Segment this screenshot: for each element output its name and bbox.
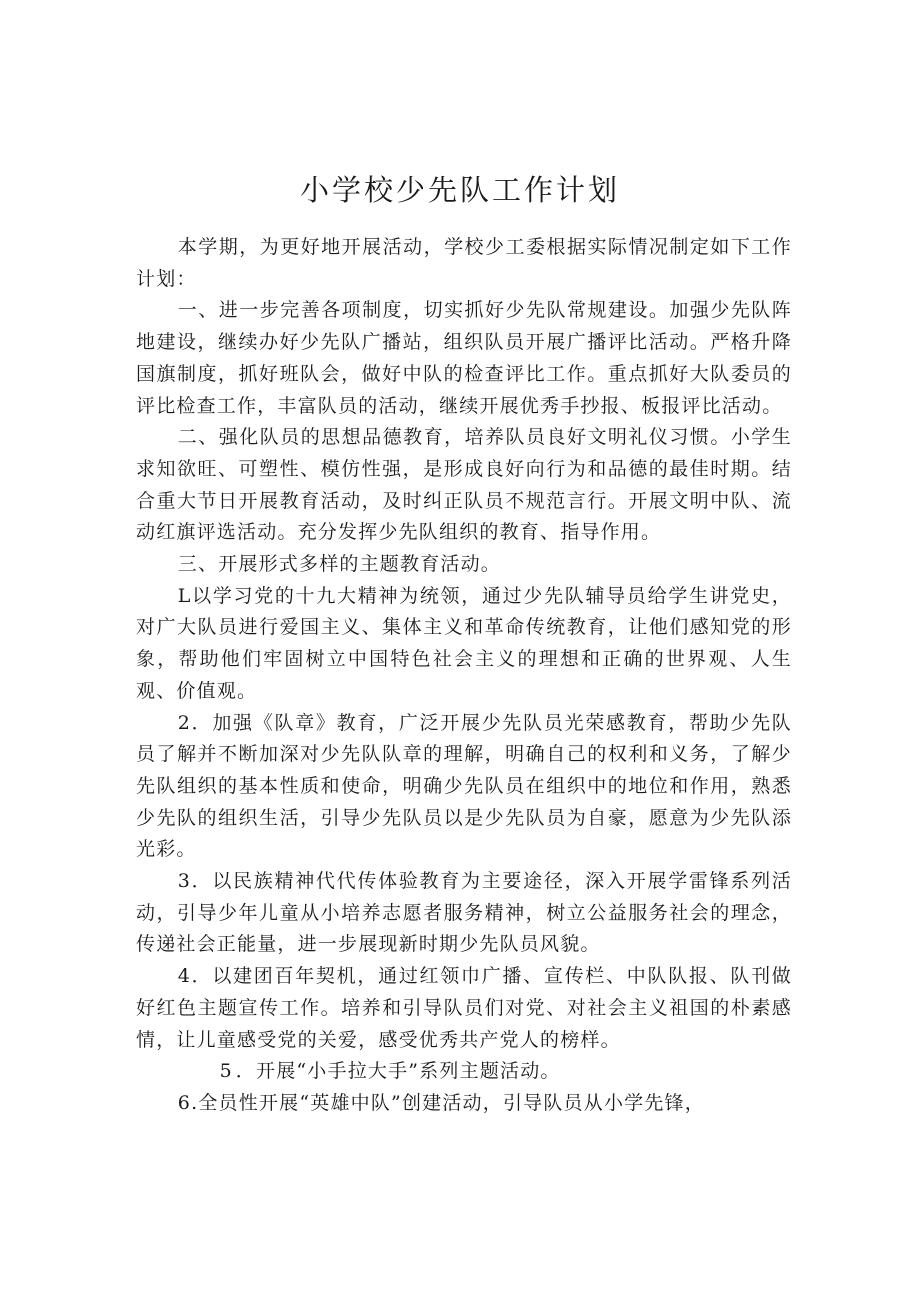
item-1-paragraph: L以学习党的十九大精神为统领，通过少先队辅导员给学生讲党史，对广大队员进行爱国主义、集体主义和革命传统教育，让他们感知党的形象，帮助他们牢固树立中国特色社会主义的理想和正确的世界观、人生观、价值观。 xyxy=(136,584,792,702)
item-4-paragraph: 4．以建团百年契机，通过红领巾广播、宣传栏、中队队报、队刊做好红色主题宣传工作。培养和引导队员们对党、对社会主义祖国的朴素感情，让儿童感受党的关爱，感受优秀共产党人的榜样。 xyxy=(136,965,792,1051)
section-2-paragraph: 二、强化队员的思想品德教育，培养队员良好文明礼仪习惯。小学生求知欲旺、可塑性、模仿性强，是形成良好向行为和品德的最佳时期。结合重大节日开展教育活动，及时纠正队员不规范言行。开展文明中队、流动红旗评选活动。充分发挥少先队组织的教育、指导作用。 xyxy=(136,426,792,544)
document-title: 小学校少先队工作计划 xyxy=(299,173,620,207)
item-5-paragraph xyxy=(136,1056,792,1088)
section-1-paragraph: 一、进一步完善各项制度，切实抓好少先队常规建设。加强少先队阵地建设，继续办好少先队广播站，组织队员开展广播评比活动。严格升降国旗制度，抓好班队会，做好中队的检查评比工作。重点抓好大队委员的评比检查工作，丰富队员的活动，继续开展优秀手抄报、板报评比活动。 xyxy=(136,299,792,417)
document-body xyxy=(136,232,792,1120)
item-3-paragraph: 3．以民族精神代代传体验教育为主要途径，深入开展学雷锋系列活动，引导少年儿童从小培养志愿者服务精神，树立公益服务社会的理念，传递社会正能量，进一步展现新时期少先队员风貌。 xyxy=(136,870,792,956)
item-6-paragraph: 6.全员性开展“英雄中队”创建活动，引导队员从小学先锋， xyxy=(177,1091,705,1114)
intro-paragraph: 本学期，为更好地开展活动，学校少工委根据实际情况制定如下工作计划： xyxy=(136,236,792,290)
item-5-number: 5 xyxy=(219,1060,233,1083)
item-2-paragraph: 2．加强《队章》教育，广泛开展少先队员光荣感教育，帮助少先队员了解并不断加深对少先队队章的理解，明确自己的权利和义务，了解少先队组织的基本性质和使命，明确少先队员在组织中的地位和作用，熟悉少先队的组织生活，引导少先队员以是少先队员为自豪，愿意为少先队添光彩。 xyxy=(136,711,792,861)
section-3-heading: 三、开展形式多样的主题教育活动。 xyxy=(177,553,501,576)
item-5-text: ．开展“小手拉大手”系列主题活动。 xyxy=(235,1060,561,1083)
